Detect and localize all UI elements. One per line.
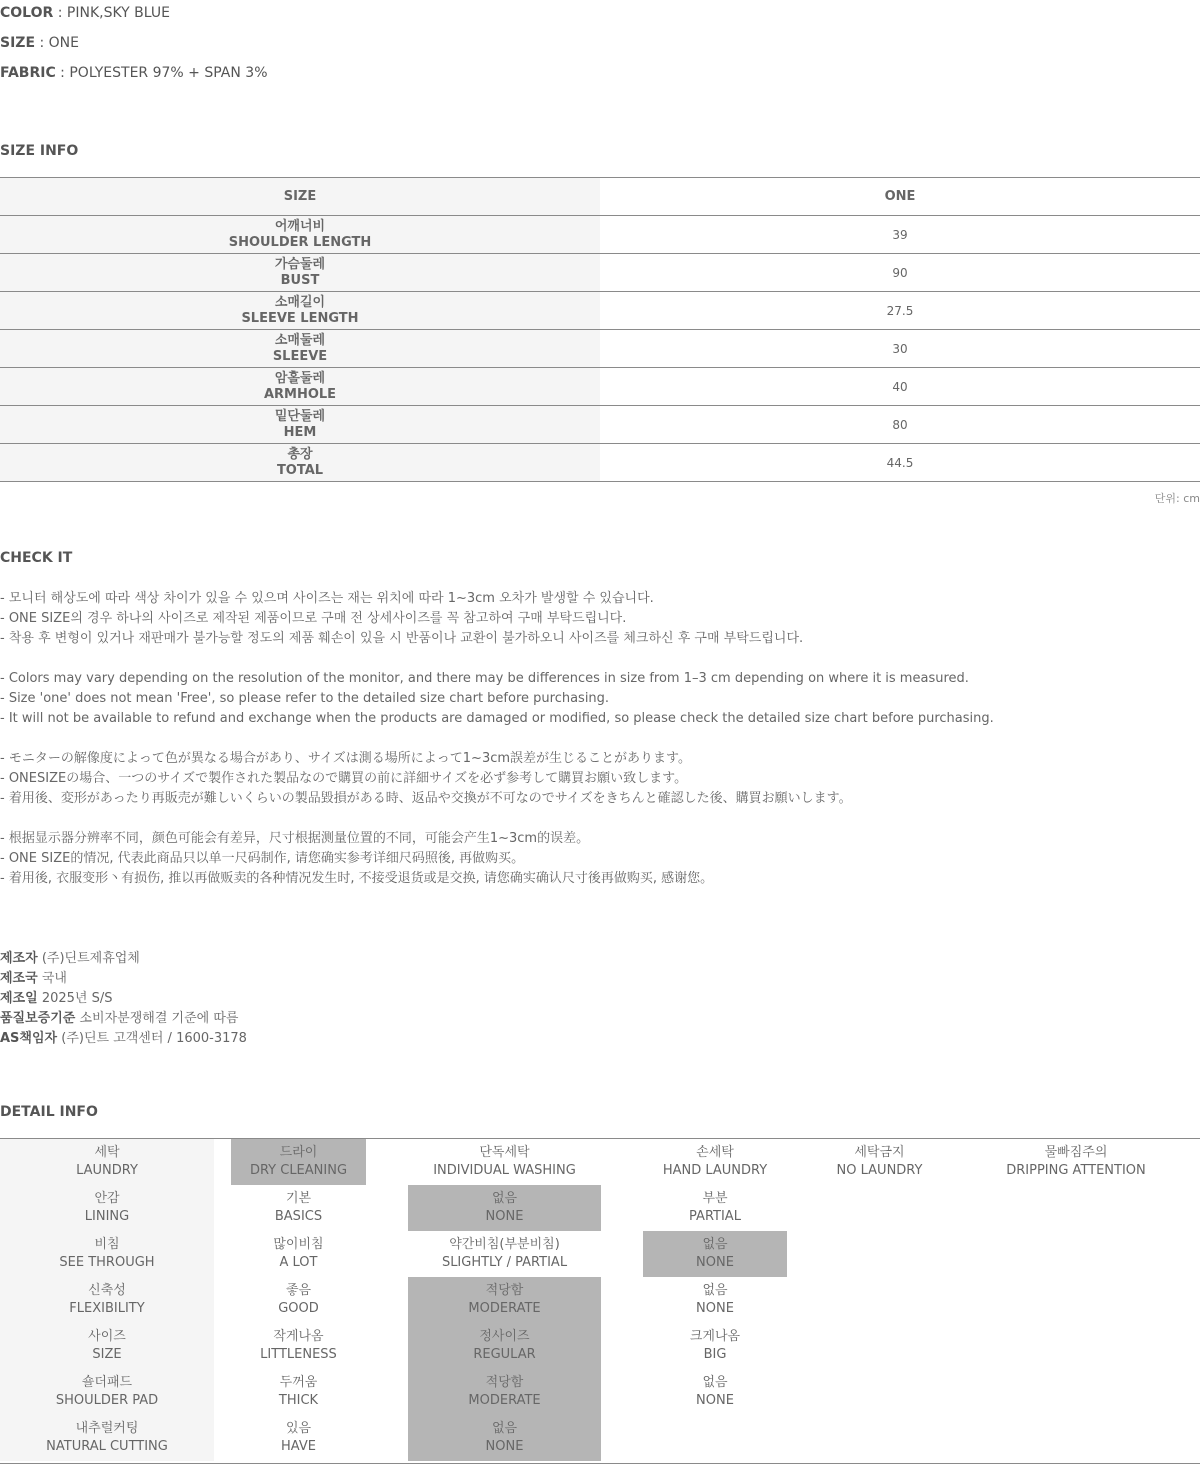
spec-size xyxy=(0,34,79,52)
option-en: SLIGHTLY / PARTIAL xyxy=(441,1255,568,1270)
option-en: DRY CLEANING xyxy=(249,1163,348,1178)
measure-label xyxy=(0,444,600,481)
notice-line: - 모니터 해상도에 따라 색상 차이가 있을 수 있으며 사이즈는 재는 위치에 따라 1~3cm 오차가 발생할 수 있습니다. xyxy=(0,591,654,606)
measure-label-en: SLEEVE LENGTH xyxy=(241,310,359,326)
option-en: NONE xyxy=(696,1255,734,1270)
option-en: BIG xyxy=(703,1347,727,1362)
maker-as xyxy=(0,1029,247,1049)
detail-option xyxy=(812,1139,947,1185)
option-kr: 단독세탁 xyxy=(479,1145,530,1160)
maker-country xyxy=(0,969,67,989)
notice-line: - Colors may vary depending on the resolution of the monitor, and there may be differences in size from 1–3 cm depending on where it is measured. xyxy=(0,671,969,686)
detail-option-selected xyxy=(408,1185,601,1231)
detail-option-selected xyxy=(408,1277,601,1323)
maker-value: (주)딘트제휴업체 xyxy=(37,951,140,966)
option-en: MODERATE xyxy=(468,1393,541,1408)
detail-option xyxy=(643,1369,787,1415)
check-it-title: CHECK IT xyxy=(0,550,73,566)
option-en: INDIVIDUAL WASHING xyxy=(433,1163,576,1178)
option-en: A LOT xyxy=(279,1255,318,1270)
header-en: LINING xyxy=(84,1209,130,1224)
measure-label-en: HEM xyxy=(283,424,317,440)
measure-label-kr: 가슴둘레 xyxy=(274,256,326,272)
option-kr: 약간비침(부분비침) xyxy=(449,1237,560,1252)
header-kr: 숄더패드 xyxy=(81,1375,133,1390)
option-kr: 적당함 xyxy=(485,1375,524,1390)
unit-note: 단위: cm xyxy=(1154,492,1200,505)
detail-option-selected xyxy=(408,1415,601,1461)
table-row xyxy=(0,292,1200,330)
spec-color xyxy=(0,4,170,22)
size-table-header-value: ONE xyxy=(884,189,916,204)
maker-value: 소비자분쟁해결 기준에 따름 xyxy=(75,1011,239,1026)
measure-label-en: TOTAL xyxy=(276,462,324,478)
maker-key: 품질보증기준 xyxy=(0,1011,76,1026)
detail-row-header xyxy=(0,1415,214,1461)
detail-row-header xyxy=(0,1277,214,1323)
maker-manufacturer xyxy=(0,949,140,969)
notice-line: - 根据显示器分辨率不同，颜色可能会有差异，尺寸根据测量位置的不同，可能会产生1~3cm的误差。 xyxy=(0,831,590,846)
header-kr: 사이즈 xyxy=(88,1329,126,1344)
option-en: PARTIAL xyxy=(689,1209,741,1224)
detail-option xyxy=(231,1185,366,1231)
detail-option xyxy=(408,1139,601,1185)
option-kr: 없음 xyxy=(491,1421,518,1436)
notice-line: - 착용 후 변형이 있거나 재판매가 불가능할 정도의 제품 훼손이 있을 시 반품이나 교환이 불가하오니 사이즈를 체크하신 후 구매 부탁드립니다. xyxy=(0,631,804,646)
measure-value: 39 xyxy=(892,227,908,242)
header-en: SEE THROUGH xyxy=(59,1255,155,1270)
option-en: HAVE xyxy=(281,1439,316,1454)
option-en: LITTLENESS xyxy=(260,1347,337,1362)
table-row xyxy=(0,368,1200,406)
size-info-title: SIZE INFO xyxy=(0,143,79,159)
maker-value: 국내 xyxy=(37,971,67,986)
measure-value: 40 xyxy=(892,379,908,394)
detail-option xyxy=(408,1231,601,1277)
measure-value: 90 xyxy=(892,265,908,280)
measure-label xyxy=(0,406,600,443)
option-kr: 없음 xyxy=(702,1375,728,1390)
detail-row-see-through xyxy=(0,1231,1200,1277)
option-kr: 없음 xyxy=(702,1237,728,1252)
notice-line: - ONE SIZE的情况, 代表此商品只以单一尺码制作, 请您确实参考详细尺码照後, 再做购买。 xyxy=(0,851,525,866)
table-row xyxy=(0,330,1200,368)
measure-label-en: SHOULDER LENGTH xyxy=(228,234,372,250)
notice-line: - 着用後, 衣服变形丶有损伤, 推以再做贩卖的各种情况发生时, 不接受退货或是交换, 请您确实确认尺寸後再做购买, 感谢您。 xyxy=(0,871,714,886)
detail-option xyxy=(231,1369,366,1415)
option-en: THICK xyxy=(278,1393,319,1408)
measure-value: 30 xyxy=(892,341,908,356)
measure-value: 44.5 xyxy=(886,455,914,470)
spec-fabric xyxy=(0,64,268,82)
option-kr: 좋음 xyxy=(285,1283,312,1298)
detail-row-header xyxy=(0,1231,214,1277)
measure-label-en: SLEEVE xyxy=(272,348,328,364)
option-kr: 없음 xyxy=(702,1283,728,1298)
detail-row-lining xyxy=(0,1185,1200,1231)
measure-label xyxy=(0,216,600,253)
measure-label xyxy=(0,254,600,291)
detail-option xyxy=(643,1323,787,1369)
option-en: HAND LAUNDRY xyxy=(662,1163,768,1178)
measure-value: 27.5 xyxy=(886,303,914,318)
maker-key: 제조국 xyxy=(0,971,38,986)
detail-row-header xyxy=(0,1323,214,1369)
notice-line: - It will not be available to refund and exchange when the products are damaged or modified, so please check the detailed size chart before purchasing. xyxy=(0,711,994,726)
size-table-header-label: SIZE xyxy=(0,178,600,215)
detail-row-header xyxy=(0,1369,214,1415)
detail-option-selected xyxy=(231,1139,366,1185)
option-kr: 있음 xyxy=(285,1421,312,1436)
spec-value: : PINK,SKY BLUE xyxy=(53,5,170,21)
maker-key: AS책임자 xyxy=(0,1031,58,1046)
measure-label-kr: 암홀둘레 xyxy=(274,370,326,386)
option-kr: 적당함 xyxy=(485,1283,524,1298)
measure-label-kr: 소매둘레 xyxy=(274,332,326,348)
maker-value: 2025년 S/S xyxy=(37,991,113,1006)
detail-row-size xyxy=(0,1323,1200,1369)
maker-value: (주)딘트 고객센터 / 1600-3178 xyxy=(57,1031,247,1046)
option-en: DRIPPING ATTENTION xyxy=(1006,1163,1146,1178)
table-row xyxy=(0,254,1200,292)
option-en: NONE xyxy=(485,1439,524,1454)
detail-option xyxy=(980,1139,1172,1185)
measure-label-kr: 어깨너비 xyxy=(274,218,326,234)
detail-option xyxy=(231,1415,366,1461)
maker-date xyxy=(0,989,112,1009)
maker-quality xyxy=(0,1009,238,1029)
header-kr: 세탁 xyxy=(94,1145,120,1160)
measure-value: 80 xyxy=(892,417,908,432)
option-kr: 두꺼움 xyxy=(279,1375,318,1390)
option-kr: 크게나옴 xyxy=(689,1329,741,1344)
option-kr: 물빠짐주의 xyxy=(1044,1145,1108,1160)
header-kr: 신축성 xyxy=(88,1283,126,1298)
notice-line: - 着用後、変形があったり再販売が難しいくらいの製品毀損がある時、返品や交換が不可なのでサイズをきちんと確認した後、購買お願いします。 xyxy=(0,791,852,806)
option-kr: 드라이 xyxy=(279,1145,318,1160)
measure-label-kr: 소매길이 xyxy=(274,294,326,310)
measure-label xyxy=(0,330,600,367)
measure-label xyxy=(0,368,600,405)
option-kr: 부분 xyxy=(702,1191,728,1206)
detail-row-header xyxy=(0,1139,214,1185)
detail-option xyxy=(643,1277,787,1323)
spec-key: FABRIC xyxy=(0,65,56,81)
detail-option xyxy=(643,1185,787,1231)
notice-line: - Size 'one' does not mean 'Free', so please refer to the detailed size chart before purchasing. xyxy=(0,691,610,706)
option-en: NO LAUNDRY xyxy=(836,1163,923,1178)
option-kr: 없음 xyxy=(491,1191,518,1206)
header-en: LAUNDRY xyxy=(76,1163,138,1178)
detail-option xyxy=(231,1231,366,1277)
measure-label-en: ARMHOLE xyxy=(263,386,337,402)
size-table xyxy=(0,177,1200,482)
notice-line: - ONE SIZE의 경우 하나의 사이즈로 제작된 제품이므로 구매 전 상세사이즈를 꼭 참고하여 구매 부탁드립니다. xyxy=(0,611,627,626)
option-kr: 손세탁 xyxy=(696,1145,734,1160)
size-table-header-row xyxy=(0,178,1200,216)
header-en: NATURAL CUTTING xyxy=(46,1439,168,1454)
header-kr: 안감 xyxy=(94,1191,120,1206)
detail-option xyxy=(231,1277,366,1323)
header-en: SIZE xyxy=(92,1347,122,1362)
header-en: SHOULDER PAD xyxy=(55,1393,159,1408)
option-kr: 기본 xyxy=(285,1191,312,1206)
detail-option-selected xyxy=(643,1231,787,1277)
detail-option xyxy=(231,1323,366,1369)
detail-option-selected xyxy=(408,1323,601,1369)
table-row xyxy=(0,444,1200,482)
measure-label-en: BUST xyxy=(280,272,320,288)
detail-row-header xyxy=(0,1185,214,1231)
detail-row-laundry xyxy=(0,1139,1200,1185)
option-en: NONE xyxy=(696,1301,734,1316)
option-en: NONE xyxy=(696,1393,734,1408)
table-row xyxy=(0,216,1200,254)
measure-label xyxy=(0,292,600,329)
option-en: MODERATE xyxy=(468,1301,541,1316)
spec-key: COLOR xyxy=(0,5,54,21)
detail-info-title: DETAIL INFO xyxy=(0,1104,98,1120)
detail-option xyxy=(643,1139,787,1185)
spec-value: : POLYESTER 97% + SPAN 3% xyxy=(55,65,268,81)
notice-line: - ONESIZEの場合、一つのサイズで製作された製品なので購買の前に詳細サイズを必ず参考して購買お願い致します。 xyxy=(0,771,688,786)
maker-key: 제조자 xyxy=(0,951,38,966)
option-en: BASICS xyxy=(274,1209,323,1224)
option-kr: 정사이즈 xyxy=(479,1329,530,1344)
option-en: NONE xyxy=(485,1209,524,1224)
measure-label-kr: 총장 xyxy=(287,446,313,462)
option-kr: 많이비침 xyxy=(273,1237,324,1252)
option-kr: 작게나옴 xyxy=(273,1329,324,1344)
maker-key: 제조일 xyxy=(0,991,38,1006)
detail-row-natural-cutting xyxy=(0,1415,1200,1461)
spec-key: SIZE xyxy=(0,35,36,51)
detail-table xyxy=(0,1138,1200,1464)
table-row xyxy=(0,406,1200,444)
option-en: REGULAR xyxy=(473,1347,536,1362)
header-en: FLEXIBILITY xyxy=(69,1301,145,1316)
detail-option-selected xyxy=(408,1369,601,1415)
option-kr: 세탁금지 xyxy=(854,1145,905,1160)
header-kr: 내추럴커팅 xyxy=(75,1421,139,1436)
detail-row-shoulder-pad xyxy=(0,1369,1200,1415)
header-kr: 비침 xyxy=(94,1237,120,1252)
notice-line: - モニターの解像度によって色が異なる場合があり、サイズは測る場所によって1~3cm誤差が生じることがあります。 xyxy=(0,751,691,766)
measure-label-kr: 밑단둘레 xyxy=(274,408,326,424)
option-en: GOOD xyxy=(278,1301,319,1316)
spec-value: : ONE xyxy=(35,35,79,51)
detail-row-flexibility xyxy=(0,1277,1200,1323)
